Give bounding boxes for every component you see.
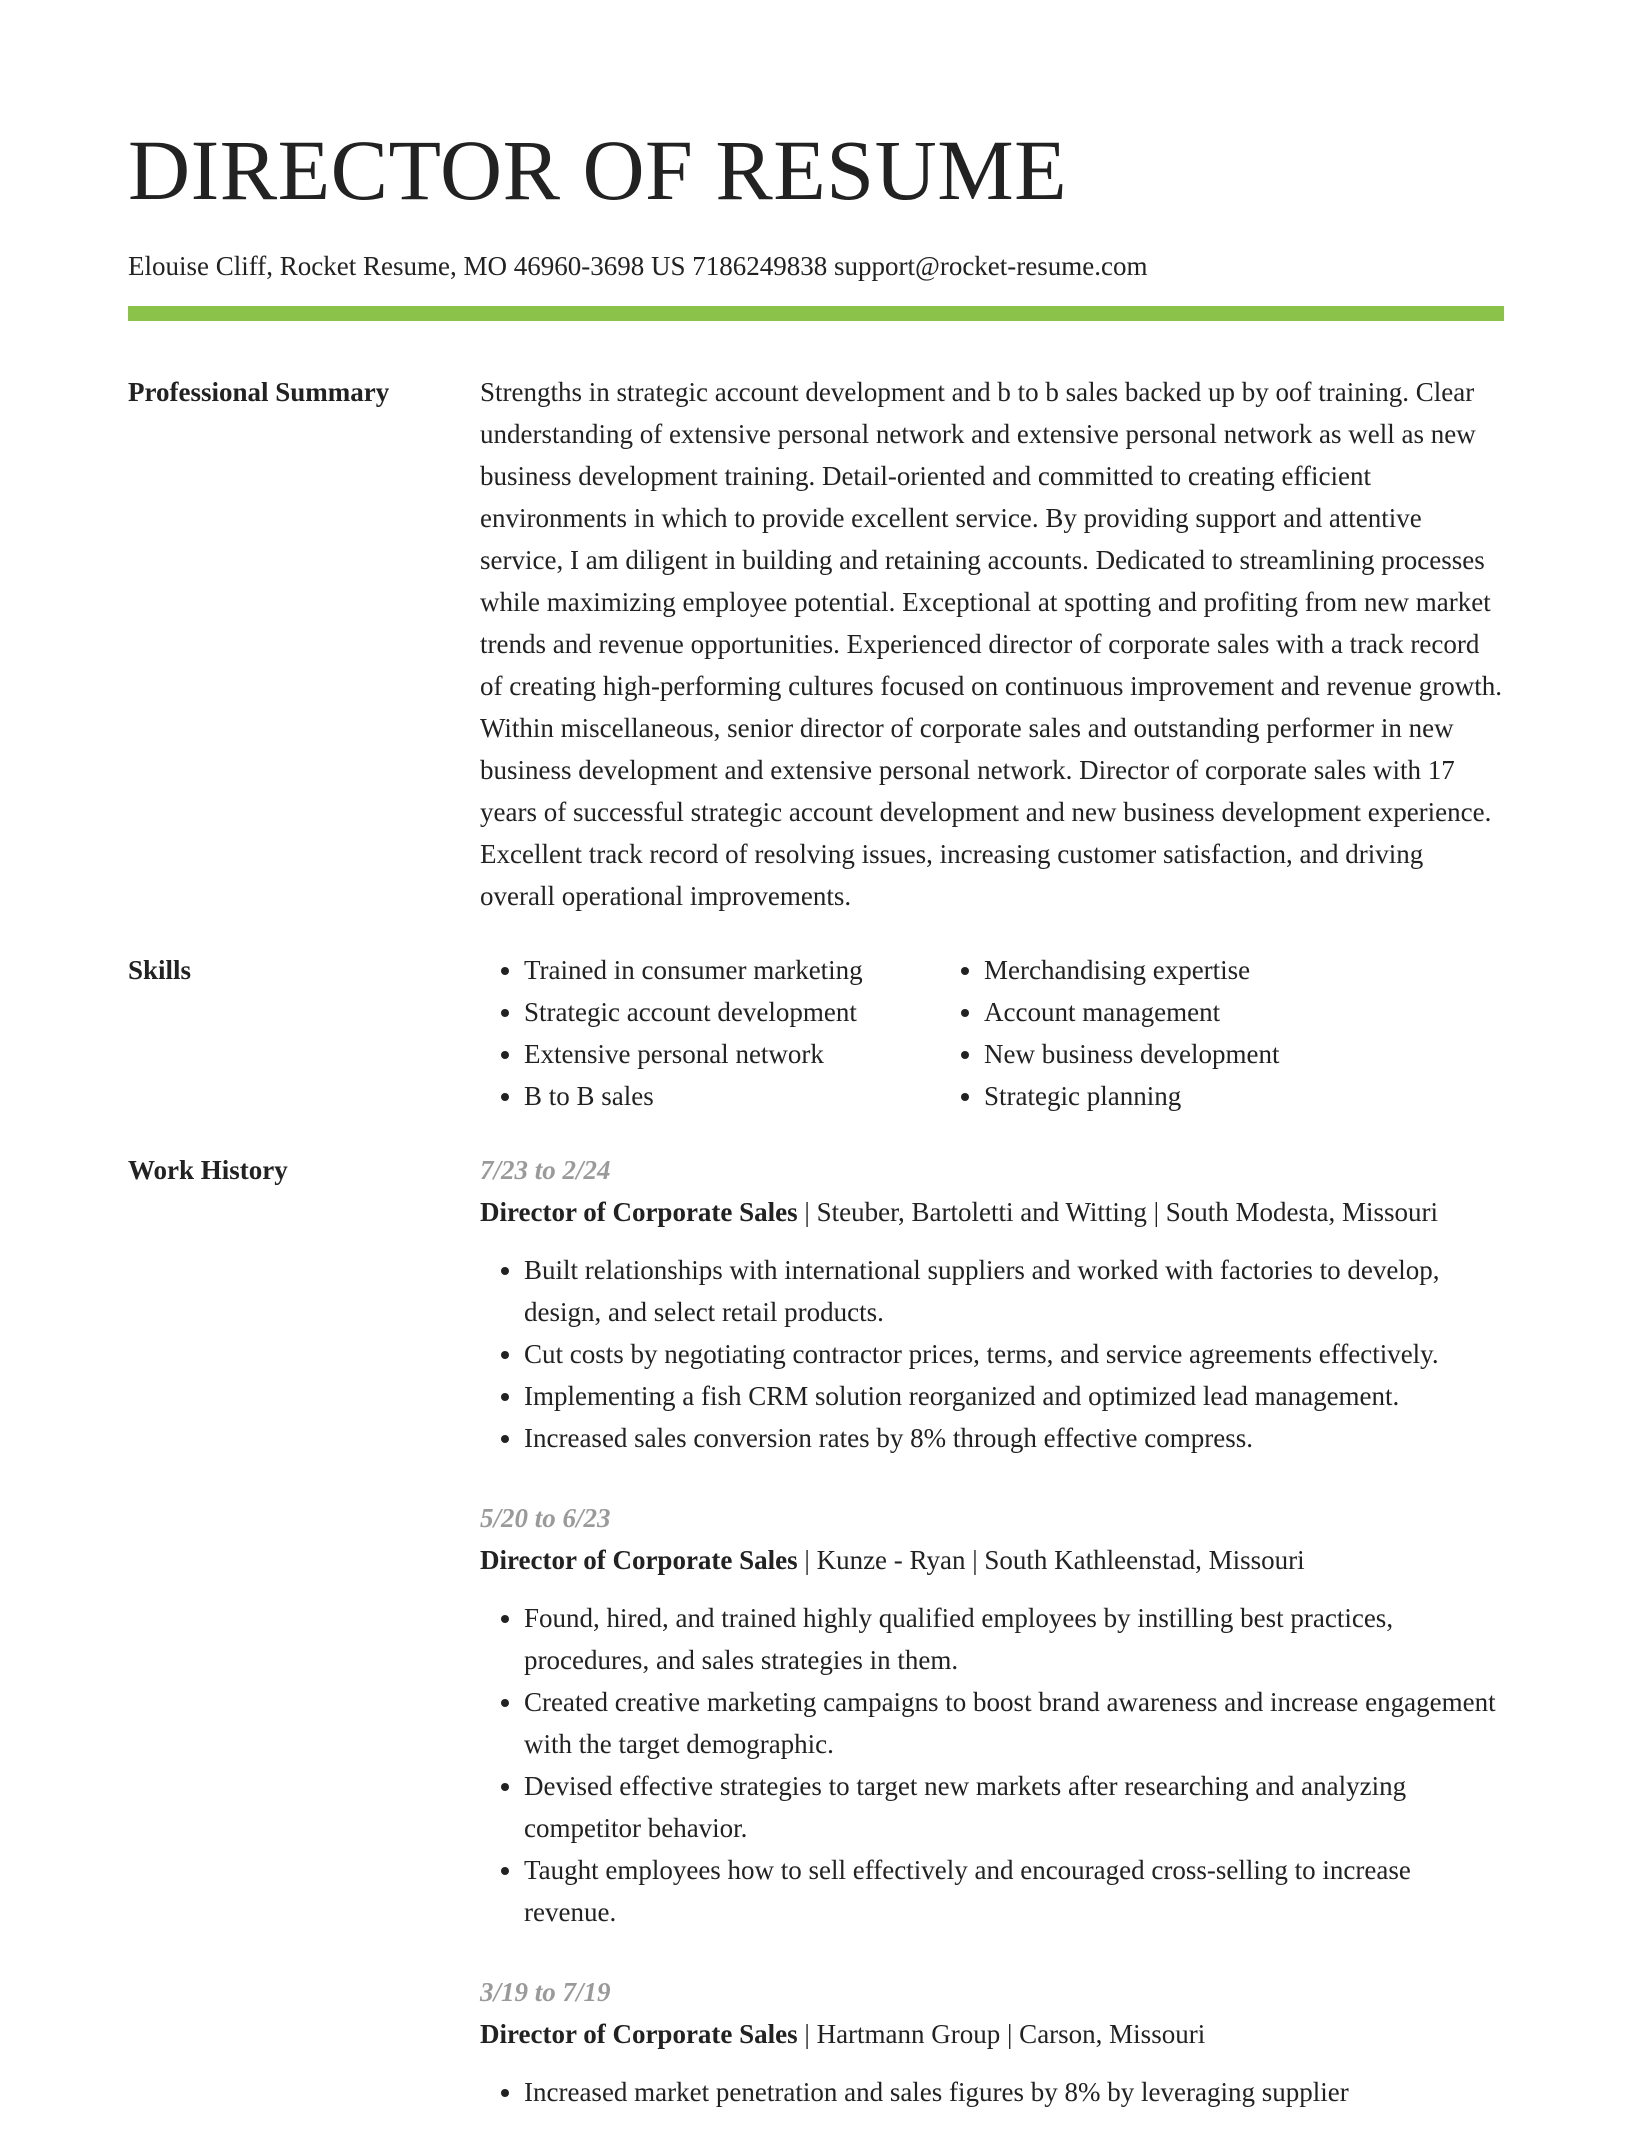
section-heading-work: Work History	[128, 1155, 288, 1185]
job-bullet: • Built relationships with international suppliers and worked with factories to develop, design, and select retail products.	[524, 1249, 1504, 1333]
resume-page	[128, 0, 1504, 2151]
job-dates: 7/23 to 2/24	[480, 1155, 611, 1185]
skill-item: • Account management	[984, 991, 1504, 1033]
job-entry	[480, 1971, 1504, 2113]
job-employer-location: | Steuber, Bartoletti and Witting | South Modesta, Missouri	[797, 1197, 1439, 1227]
job-dates: 3/19 to 7/19	[480, 1977, 611, 2007]
resume-title: DIRECTOR OF RESUME	[128, 122, 1068, 218]
job-bullet: • Created creative marketing campaigns to boost brand awareness and increase engagement with the target demographic.	[524, 1681, 1504, 1765]
skills-section	[128, 949, 1504, 1117]
job-bullet: • Increased sales conversion rates by 8% through effective compress.	[524, 1417, 1504, 1459]
skills-column-right	[940, 949, 1504, 1117]
job-entry	[480, 1497, 1504, 1933]
job-dates: 5/20 to 6/23	[480, 1503, 611, 1533]
job-bullet: • Cut costs by negotiating contractor prices, terms, and service agreements effectively.	[524, 1333, 1504, 1375]
job-bullet: • Implementing a fish CRM solution reorganized and optimized lead management.	[524, 1375, 1504, 1417]
job-employer-location: | Kunze - Ryan | South Kathleenstad, Missouri	[797, 1545, 1305, 1575]
skill-item: • B to B sales	[524, 1075, 940, 1117]
skill-item: • Merchandising expertise	[984, 949, 1504, 991]
job-bullets	[480, 2071, 1504, 2113]
contact-line: Elouise Cliff, Rocket Resume, MO 46960-3698 US 7186249838 support@rocket-resume.com	[128, 251, 1148, 281]
job-bullet: • Taught employees how to sell effectively and encouraged cross-selling to increase revenue.	[524, 1849, 1504, 1933]
job-title-line	[480, 2013, 1504, 2055]
skill-item: • Trained in consumer marketing	[524, 949, 940, 991]
job-title: Director of Corporate Sales	[480, 2019, 798, 2049]
work-history-section	[128, 1149, 1504, 2151]
section-heading-skills: Skills	[128, 955, 192, 985]
section-heading-summary: Professional Summary	[128, 377, 390, 407]
summary-text: Strengths in strategic account development and b to b sales backed up by oof training. Clear understanding of extensive personal network and extensive personal network as well as new business development training. Detail-oriented and committed to creating efficient environments in which to provide excellent service. By providing support and attentive service, I am diligent in building and retaining accounts. Dedicated to streamlining processes while maximizing employee potential. Exceptional at spotting and profiting from new market trends and revenue opportunities. Experienced director of corporate sales with a track record of creating high-performing cultures focused on continuous improvement and revenue growth. Within miscellaneous, senior director of corporate sales and outstanding performer in new business development and extensive personal network. Director of corporate sales with 17 years of successful strategic account development and new business development experience. Excellent track record of resolving issues, increasing customer satisfaction, and driving overall operational improvements.	[480, 377, 1502, 911]
job-bullet: • Increased market penetration and sales figures by 8% by leveraging supplier	[524, 2071, 1504, 2113]
job-entry	[480, 1149, 1504, 1459]
accent-divider	[128, 306, 1504, 321]
skills-column-left	[480, 949, 940, 1117]
skill-item: • New business development	[984, 1033, 1504, 1075]
skill-item: • Strategic account development	[524, 991, 940, 1033]
job-title-line	[480, 1539, 1504, 1581]
job-title: Director of Corporate Sales	[480, 1197, 798, 1227]
job-bullet: • Found, hired, and trained highly qualified employees by instilling best practices, procedures, and sales strategies in them.	[524, 1597, 1504, 1681]
professional-summary-section	[128, 371, 1504, 917]
job-bullet: • Devised effective strategies to target new markets after researching and analyzing competitor behavior.	[524, 1765, 1504, 1849]
job-title-line	[480, 1191, 1504, 1233]
skill-item: • Extensive personal network	[524, 1033, 940, 1075]
skill-item: • Strategic planning	[984, 1075, 1504, 1117]
job-employer-location: | Hartmann Group | Carson, Missouri	[797, 2019, 1206, 2049]
job-bullets	[480, 1597, 1504, 1933]
job-title: Director of Corporate Sales	[480, 1545, 798, 1575]
job-bullets	[480, 1249, 1504, 1459]
